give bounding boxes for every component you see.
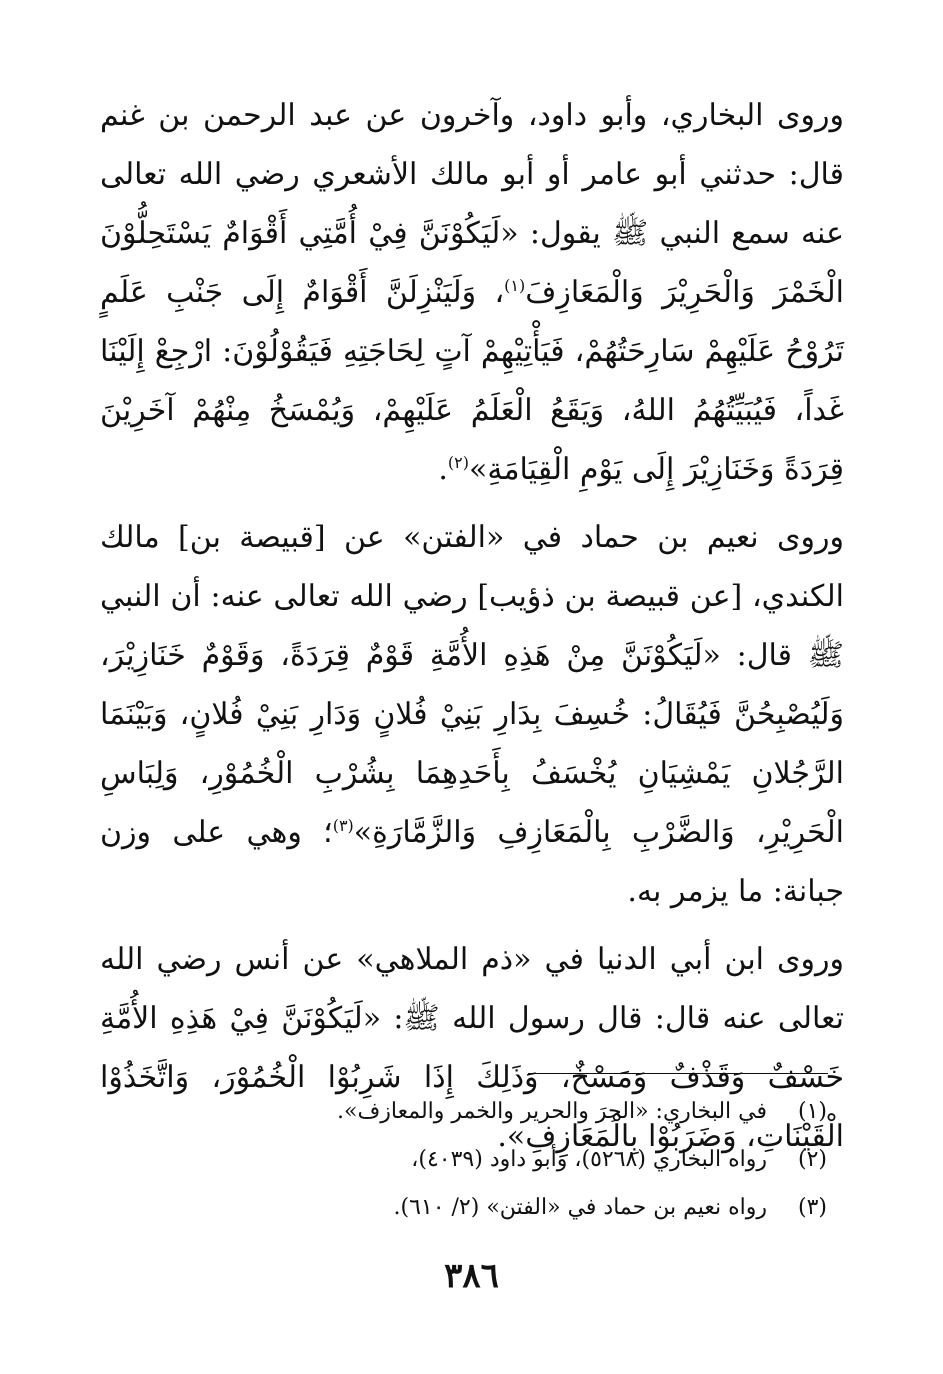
- footnote-ref-2: (٢): [447, 453, 469, 472]
- paragraph-1-text-cont: ، وَلَيَنْزِلَنَّ أَقْوَامٌ إِلَى جَنْبِ عَلَمٍ تَرُوْحُ عَلَيْهِمْ سَارِحَتُهُمْ، فَيَأْتِيْهِمْ آتٍ لِحَاجَتِهِ فَيَقُوْلُوْنَ: ارْجِعْ إِلَيْنَا غَداً، فَيُبَيِّتُهُمُ اللهُ، وَيَقَعُ الْعَلَمُ عَلَيْهِمْ، وَيُمْسَخُ مِنْهُمْ آخَرِيْنَ قِرَدَةً وَخَنَازِيْرَ إِلَى يَوْمِ الْقِيَامَةِ»: [100, 275, 844, 487]
- paragraph-2-text-cont: ؛ وهي على وزن جبانة: ما يزمر به.: [100, 815, 844, 909]
- footnote-ref-3: (٣): [332, 816, 354, 835]
- footnote-2-number: (٢): [797, 1147, 827, 1172]
- footnote-3-number: (٣): [797, 1195, 827, 1220]
- paragraph-2: [100, 508, 844, 921]
- paragraph-2-text: وروى نعيم بن حماد في «الفتن» عن [قبيصة بن] مالك الكندي، [عن قبيصة بن ذؤيب] رضي الله تعالى عنه: أن النبي ﷺ قال: «لَيَكُوْنَنَّ مِنْ هَذِهِ الأُمَّةِ قَوْمٌ قِرَدَةً، وَقَوْمٌ خَنَازِيْرَ، وَلَيُصْبِحُنَّ فَيُقَالُ: خُسِفَ بِدَارِ بَنِيْ فُلانٍ وَدَارِ بَنِيْ فُلانٍ، وَبَيْنَمَا الرَّجُلانِ يَمْشِيَانِ يُخْسَفُ بِأَحَدِهِمَا بِشُرْبِ الْخُمُوْرِ، وَلِبَاسِ الْحَرِيْرِ، وَالضَّرْبِ بِالْمَعَازِفِ وَالزَّمَّارَةِ»: [100, 520, 844, 850]
- footnote-1: [227, 1088, 827, 1136]
- footnotes: [227, 1088, 827, 1232]
- paragraph-1-text: وروى البخاري، وأبو داود، وآخرون عن عبد الرحمن بن غنم قال: حدثني أبو عامر أو أبو مالك الأشعري رضي الله تعالى عنه سمع النبي ﷺ يقول: «لَيَكُوْنَنَّ فِيْ أُمَّتِي أَقْوَامٌ يَسْتَحِلُّوْنَ الْخَمْرَ وَالْحَرِيْرَ وَالْمَعَازِفَ: [100, 98, 844, 310]
- paragraph-3-text: وروى ابن أبي الدنيا في «ذم الملاهي» عن أنس رضي الله تعالى عنه قال: قال رسول الله ﷺ: «لَيَكُوْنَنَّ فِيْ هَذِهِ الأُمَّةِ خَسْفٌ وَقَذْفٌ وَمَسْخٌ، وَذَلِكَ إِذَا شَرِبُوْا الْخُمُوْرَ، وَاتَّخَذُوْا الْقَيْنَاتِ، وَضَرَبُوْا بِالْمَعَازِفِ».: [100, 942, 844, 1154]
- footnote-1-text: في البخاري: «الحِرَ والحرير والخمر والمعازف».: [337, 1099, 767, 1124]
- footnote-3-text: رواه نعيم بن حماد في «الفتن» (٢/ ٦١٠).: [393, 1195, 767, 1220]
- page-number: ٣٨٦: [444, 1256, 499, 1296]
- footnote-separator: [528, 1073, 828, 1074]
- footnote-2: [227, 1136, 827, 1184]
- paragraph-1: [100, 86, 844, 499]
- paragraph-1-end: .: [438, 452, 448, 487]
- footnote-2-text: رواه البخاري (٥٢٦٨)، وأبو داود (٤٠٣٩)،: [411, 1147, 767, 1172]
- main-text: [100, 86, 844, 1166]
- footnote-ref-1: (١): [504, 276, 526, 295]
- footnote-3: [227, 1184, 827, 1232]
- footnote-1-number: (١): [797, 1099, 827, 1124]
